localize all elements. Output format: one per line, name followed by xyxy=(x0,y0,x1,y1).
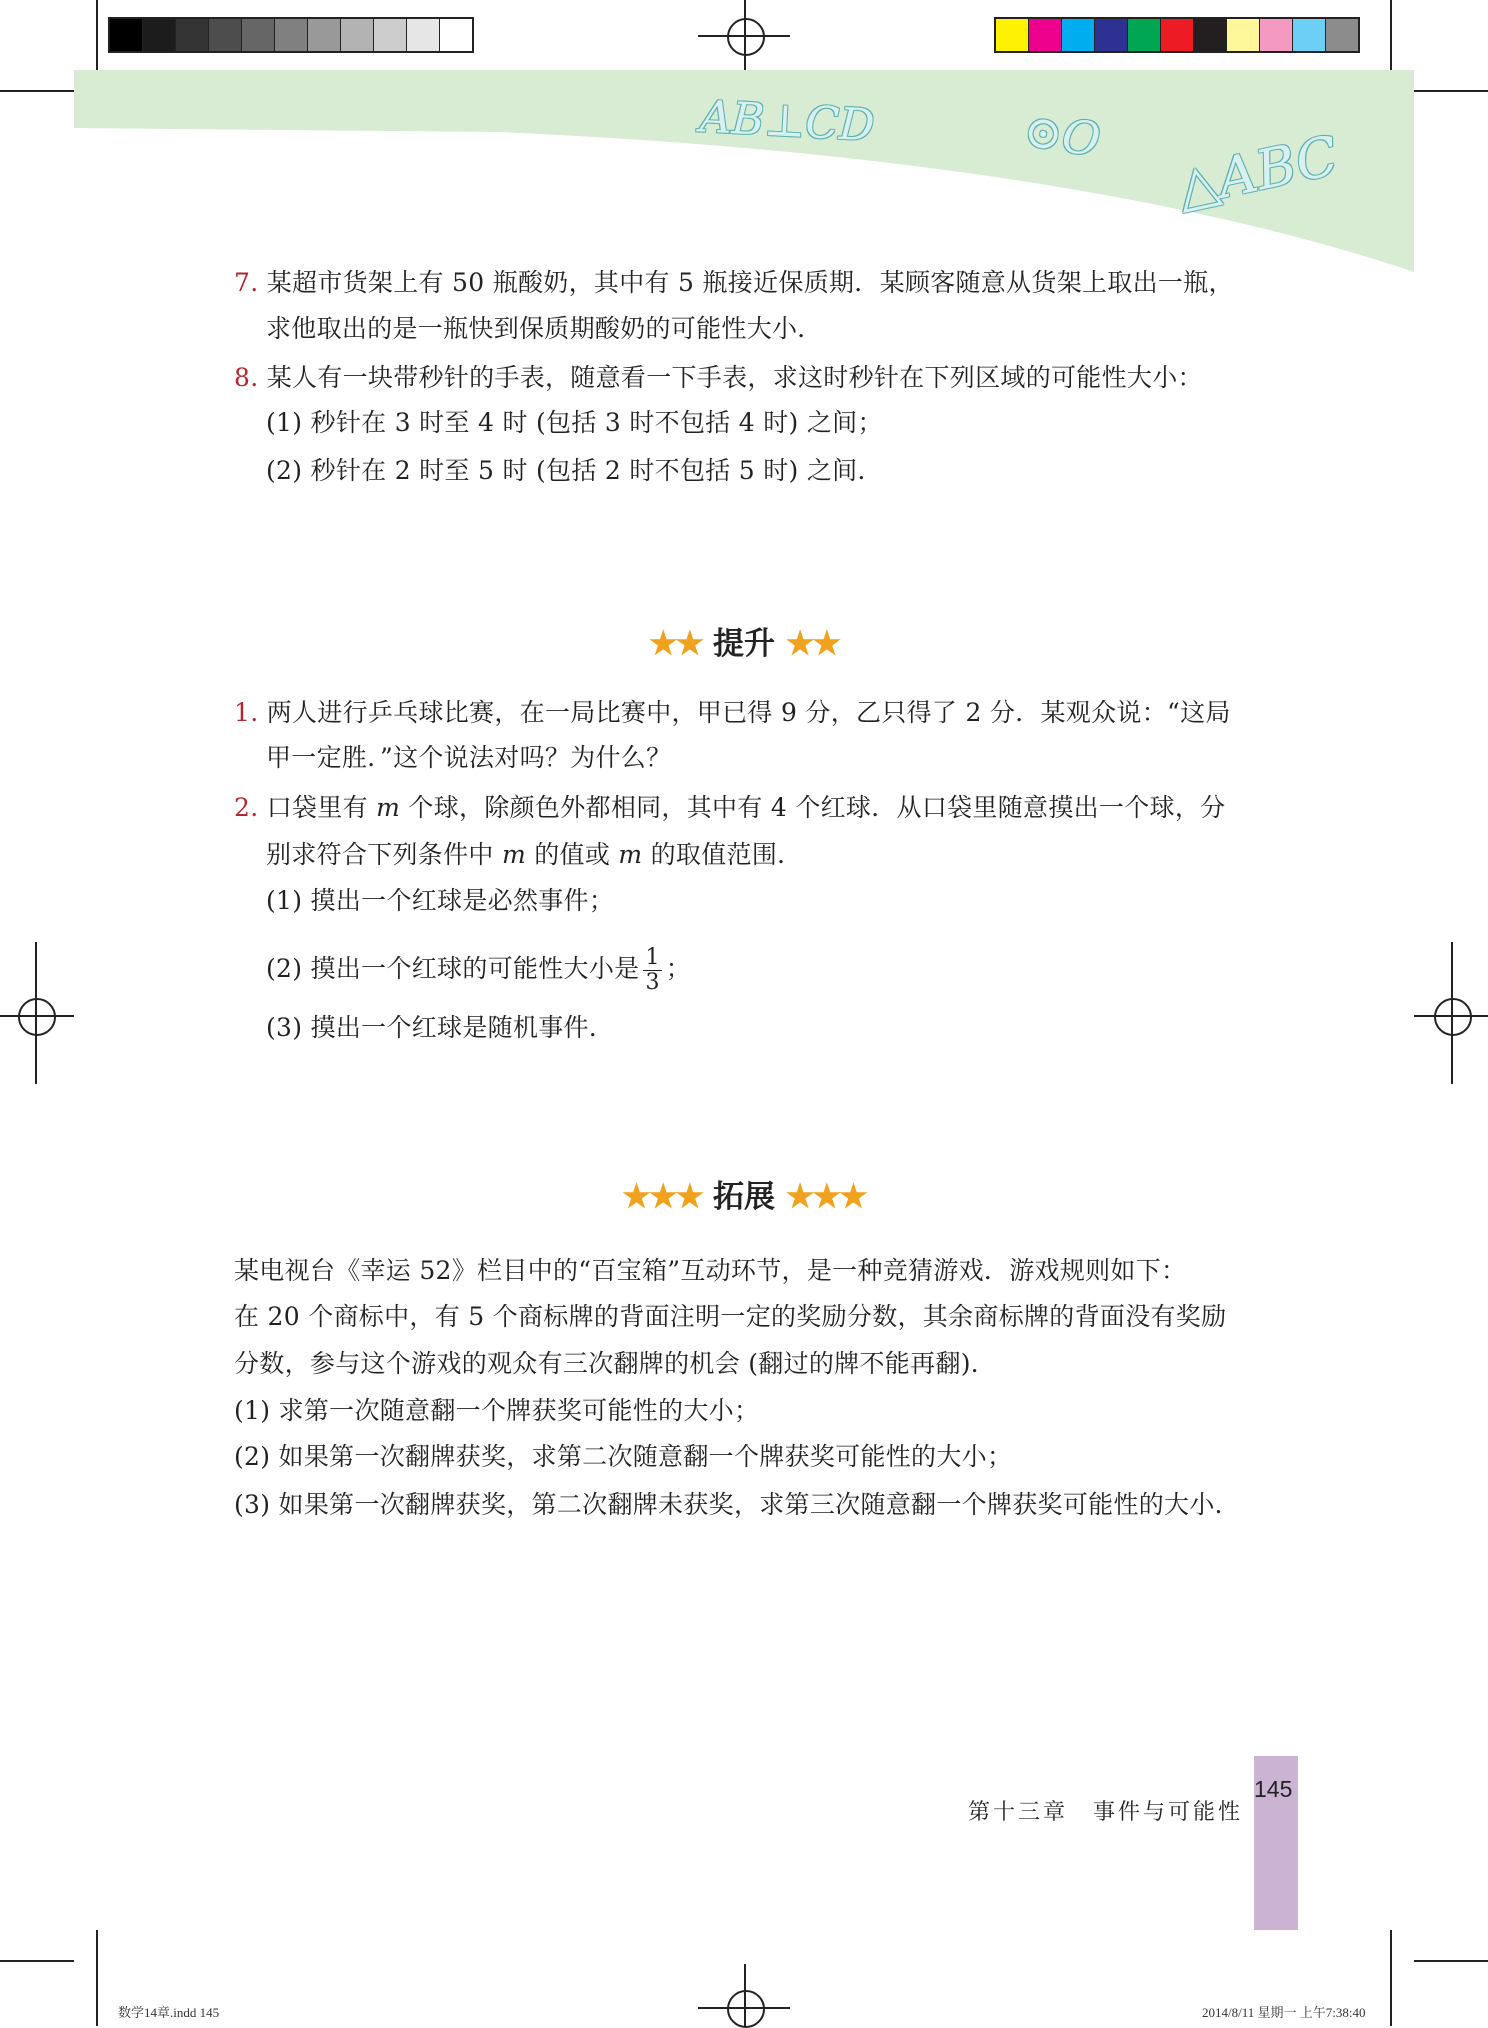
star-icon: ★★ xyxy=(648,624,703,662)
question-text: ； xyxy=(665,954,692,983)
sub-question: (2) 如果第一次翻牌获奖，求第二次随意翻一个牌获奖可能性的大小； xyxy=(234,1442,1013,1471)
variable-m: m xyxy=(376,793,401,822)
sub-question: (1) 秒针在 3 时至 4 时 (包括 3 时不包括 4 时) 之间； xyxy=(266,408,883,437)
sub-question: (1) 求第一次随意翻一个牌获奖可能性的大小； xyxy=(234,1396,760,1425)
question-text: 两人进行乒乓球比赛，在一局比赛中，甲已得 9 分，乙只得了 2 分．某观众说：“这局 xyxy=(266,698,1231,727)
fraction-denominator: 3 xyxy=(645,970,660,995)
chapter-title: 第十三章 事件与可能性 xyxy=(968,1800,1244,1825)
section-heading: 拓展 xyxy=(713,1179,775,1215)
question-text: 口袋里有 xyxy=(266,793,377,822)
paragraph-line: 在 20 个商标中，有 5 个商标牌的背面注明一定的奖励分数，其余商标牌的背面没有奖励 xyxy=(234,1302,1227,1331)
question-text: 某超市货架上有 50 瓶酸奶，其中有 5 瓶接近保质期．某顾客随意从货架上取出一瓶， xyxy=(266,268,1234,297)
fraction-one-third xyxy=(643,946,661,995)
question-text: 甲一定胜．”这个说法对吗？为什么？ xyxy=(266,743,672,772)
question-text: 某人有一块带秒针的手表，随意看一下手表，求这时秒针在下列区域的可能性大小： xyxy=(266,363,1203,392)
variable-m: m xyxy=(618,840,643,869)
question-number: 2. xyxy=(234,793,259,822)
section-heading: 提升 xyxy=(713,626,775,662)
sub-question: (3) 如果第一次翻牌获奖，第二次翻牌未获奖，求第三次随意翻一个牌获奖可能性的大小． xyxy=(234,1490,1240,1519)
variable-m: m xyxy=(501,840,526,869)
slug-file-name: 数学14章.indd 145 xyxy=(118,2005,220,2020)
paragraph-line: 某电视台《幸运 52》栏目中的“百宝箱”互动环节，是一种竞猜游戏．游戏规则如下： xyxy=(234,1256,1187,1285)
section-title-tuozhan xyxy=(0,1171,1488,1216)
question-text: (2) 摸出一个红球的可能性大小是 xyxy=(266,954,640,983)
slug-timestamp: 2014/8/11 星期一 上午7:38:40 xyxy=(1202,2005,1366,2020)
question-number: 7. xyxy=(234,268,259,297)
question-text: 个球，除颜色外都相同，其中有 4 个红球．从口袋里随意摸出一个球，分 xyxy=(400,793,1226,822)
perpendicular-symbol-text: AB⊥CD xyxy=(698,91,876,152)
page-number: 145 xyxy=(1254,1776,1293,1802)
question-text: 的取值范围． xyxy=(642,840,803,869)
circle-symbol-text: ⊙O xyxy=(1020,102,1104,168)
sub-question: (1) 摸出一个红球是必然事件； xyxy=(266,886,615,915)
question-text: 求他取出的是一瓶快到保质期酸奶的可能性大小． xyxy=(266,314,823,343)
fraction-numerator: 1 xyxy=(645,945,660,970)
question-text: 的值或 xyxy=(525,840,619,869)
sub-question: (2) 秒针在 2 时至 5 时 (包括 2 时不包括 5 时) 之间． xyxy=(266,456,883,485)
question-number: 8. xyxy=(234,363,259,392)
sub-question xyxy=(266,946,691,995)
triangle-symbol-text: △ABC xyxy=(1171,123,1344,220)
question-number: 1. xyxy=(234,698,259,727)
section-title-tisheng xyxy=(0,618,1488,663)
sub-question: (3) 摸出一个红球是随机事件． xyxy=(266,1013,615,1042)
star-icon: ★★★ xyxy=(622,1177,703,1215)
paragraph-line: 分数，参与这个游戏的观众有三次翻牌的机会 (翻过的牌不能再翻)． xyxy=(234,1349,997,1378)
star-icon: ★★ xyxy=(785,624,840,662)
star-icon: ★★★ xyxy=(785,1177,866,1215)
question-text: 别求符合下列条件中 xyxy=(266,840,502,869)
